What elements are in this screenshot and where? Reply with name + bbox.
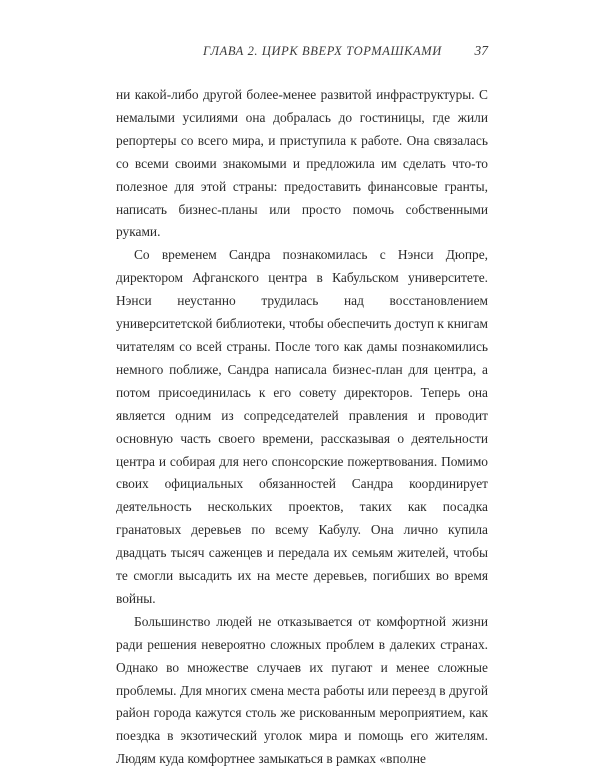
body-text [116,84,488,771]
running-header [116,44,488,64]
chapter-title: ГЛАВА 2. ЦИРК ВВЕРХ ТОРМАШКАМИ [203,44,442,58]
paragraph-comfort-zone: Большинство людей не отказывается от комфортной жизни ради решения невероятно сложных проблем в далеких странах. Однако во множестве случаев их пугают и менее сложные проблемы. Для многих смена места работы или переезд в другой район города кажутся столь же рискованным мероприятием, как поездка в экзотический уголок мира и помощь его жителям. Людям куда комфортнее замыкаться в рамках «вполне [116,613,488,767]
paragraph-sandra-dupree: Со временем Сандра познакомилась с Нэнси Дюпре, директором Афганского центра в Кабульском университете. Нэнси неустанно трудилась над восстановлением университетской библиотеки, чтобы обеспечить доступ к книгам читателям со всей страны. После того как дамы познакомились немного поближе, Сандра написала бизнес-план для центра, а потом присоединилась к его совету директоров. Теперь она является одним из сопредседателей правления и проводит основную часть своего времени, рассказывая о деятельности центра и собирая для него спонсорские пожертвования. Помимо своих официальных обязанностей Сандра координирует деятельность нескольких проектов, таких как посадка гранатовых деревьев по всему Кабулу. Она лично купила двадцать тысяч саженцев и передала их семьям жителей, чтобы те смогли высадить их на месте деревьев, погибших во время войны. [116,247,488,606]
page-number: 37 [474,43,488,58]
paragraph-continuation: ни какой-либо другой более-менее развитой инфраструктуры. С немалыми усилиями она добралась до гостиницы, где жили репортеры со всего мира, и приступила к работе. Она связалась со всеми своими знакомыми и предложила им сделать что-то полезное для этой страны: предоставить финансовые гранты, написать бизнес-планы или просто помочь собственными руками. [116,87,488,240]
